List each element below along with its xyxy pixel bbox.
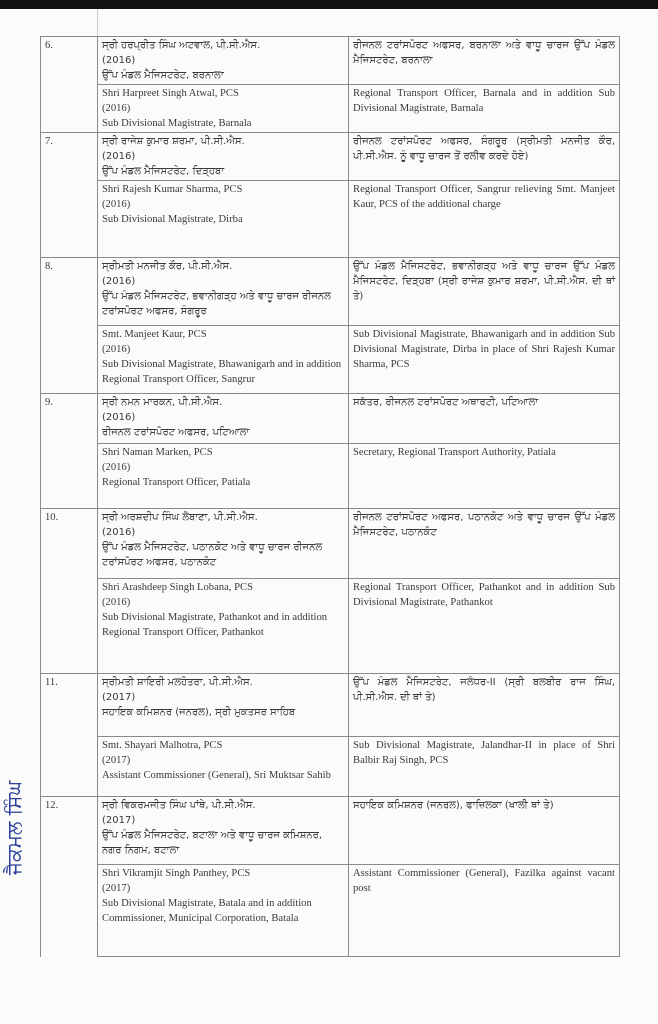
current-post: ਉੱਪ ਮੰਡਲ ਮੈਜਿਸਟਰੇਟ, ਭਵਾਨੀਗੜ੍ਹ ਅਤੇ ਵਾਧੂ ਚਾਰਜ ਰੀਜਨਲ ਟਰਾਂਸਪੋਰਟ ਅਫਸਰ, ਸੰਗਰੂਰ	[102, 291, 331, 317]
current-post: Assistant Commissioner (General), Sri Muktsar Sahib	[102, 770, 331, 781]
current-posting-punjabi	[98, 394, 349, 444]
officer-name: ਸ੍ਰੀਮਤੀ ਮਨਜੀਤ ਕੌਰ, ਪੀ.ਸੀ.ਐਸ.	[102, 261, 233, 272]
current-posting-punjabi	[98, 258, 349, 326]
table-row-punjabi	[41, 394, 620, 444]
officer-name: Shri Harpreet Singh Atwal, PCS	[102, 88, 239, 99]
serial-number: 11.	[41, 674, 98, 737]
batch-year: (2017)	[102, 883, 131, 894]
new-posting-english: Regional Transport Officer, Sangrur relieving Smt. Manjeet Kaur, PCS of the additional charge	[349, 181, 620, 258]
current-posting-english	[98, 444, 349, 509]
new-posting-punjabi: ਰੀਜਨਲ ਟਰਾਂਸਪੋਰਟ ਅਫਸਰ, ਬਰਨਾਲਾ ਅਤੇ ਵਾਧੂ ਚਾਰਜ ਉੱਪ ਮੰਡਲ ਮੈਜਿਸਟਰੇਟ, ਬਰਨਾਲਾ	[349, 37, 620, 85]
officer-name: ਸ੍ਰੀ ਵਿਕਰਮਜੀਤ ਸਿੰਘ ਪਾਂਥੇ, ਪੀ.ਸੀ.ਐਸ.	[102, 800, 256, 811]
new-posting-english: Regional Transport Officer, Pathankot and in addition Sub Divisional Magistrate, Pathankot	[349, 579, 620, 674]
batch-year: (2017)	[102, 755, 131, 766]
batch-year: (2016)	[102, 462, 131, 473]
top-bar	[0, 0, 658, 9]
transfer-table	[40, 36, 620, 957]
table-row-punjabi	[41, 133, 620, 181]
serial-number: 6.	[41, 37, 98, 85]
new-posting-punjabi: ਰੀਜਨਲ ਟਰਾਂਸਪੋਰਟ ਅਫਸਰ, ਪਠਾਨਕੋਟ ਅਤੇ ਵਾਧੂ ਚਾਰਜ ਉੱਪ ਮੰਡਲ ਮੈਜਿਸਟਰੇਟ, ਪਠਾਨਕੋਟ	[349, 509, 620, 579]
officer-name: Smt. Manjeet Kaur, PCS	[102, 329, 207, 340]
handwritten-signature: ਜੈਕਮਲ ਸਿੰਘ	[2, 780, 26, 875]
new-posting-english: Secretary, Regional Transport Authority, Patiala	[349, 444, 620, 509]
batch-year: (2016)	[102, 597, 131, 608]
current-post: Sub Divisional Magistrate, Dirba	[102, 214, 243, 225]
current-post: ਉੱਪ ਮੰਡਲ ਮੈਜਿਸਟਰੇਟ, ਦਿੜ੍ਹਬਾ	[102, 166, 225, 177]
serial-number: 10.	[41, 509, 98, 579]
table-row-punjabi	[41, 509, 620, 579]
current-posting-english	[98, 737, 349, 797]
current-post: Sub Divisional Magistrate, Batala and in addition Commissioner, Municipal Corporation, Batala	[102, 898, 312, 924]
new-posting-english: Regional Transport Officer, Barnala and in addition Sub Divisional Magistrate, Barnala	[349, 85, 620, 133]
serial-cell-continued	[41, 326, 98, 394]
current-post: ਉੱਪ ਮੰਡਲ ਮੈਜਿਸਟਰੇਟ, ਪਠਾਨਕੋਟ ਅਤੇ ਵਾਧੂ ਚਾਰਜ ਰੀਜਨਲ ਟਰਾਂਸਪੋਰਟ ਅਫਸਰ, ਪਠਾਨਕੋਟ	[102, 542, 323, 568]
serial-cell-continued	[41, 737, 98, 797]
current-posting-punjabi	[98, 797, 349, 865]
table-row-english	[41, 85, 620, 133]
batch-year: (2016)	[102, 412, 136, 423]
current-post: ਰੀਜਨਲ ਟਰਾਂਸਪੋਰਟ ਅਫਸਰ, ਪਟਿਆਲਾ	[102, 427, 250, 438]
officer-name: Shri Rajesh Kumar Sharma, PCS	[102, 184, 243, 195]
serial-number: 8.	[41, 258, 98, 326]
table-row-english	[41, 181, 620, 258]
table-row-english	[41, 865, 620, 957]
current-posting-english	[98, 865, 349, 957]
batch-year: (2016)	[102, 55, 136, 66]
batch-year: (2017)	[102, 692, 136, 703]
current-post: Regional Transport Officer, Patiala	[102, 477, 251, 488]
new-posting-english: Assistant Commissioner (General), Fazilka against vacant post	[349, 865, 620, 957]
new-posting-punjabi: ਉੱਪ ਮੰਡਲ ਮੈਜਿਸਟਰੇਟ, ਜਲੰਧਰ-II (ਸ੍ਰੀ ਬਲਬੀਰ ਰਾਜ ਸਿੰਘ, ਪੀ.ਸੀ.ਐਸ. ਦੀ ਥਾਂ ਤੇ)	[349, 674, 620, 737]
table-row-punjabi	[41, 37, 620, 85]
new-posting-punjabi: ਸਹਾਇਕ ਕਮਿਸ਼ਨਰ (ਜਨਰਲ), ਫਾਜ਼ਿਲਕਾ (ਖਾਲੀ ਥਾਂ ਤੇ)	[349, 797, 620, 865]
current-posting-english	[98, 326, 349, 394]
current-post: Sub Divisional Magistrate, Pathankot and in addition Regional Transport Officer, Pathankot	[102, 612, 328, 638]
current-post: ਉੱਪ ਮੰਡਲ ਮੈਜਿਸਟਰੇਟ, ਬਰਨਾਲਾ	[102, 70, 224, 81]
current-post: ਸਹਾਇਕ ਕਮਿਸ਼ਨਰ (ਜਨਰਲ), ਸ੍ਰੀ ਮੁਕਤਸਰ ਸਾਹਿਬ	[102, 707, 296, 718]
officer-name: Shri Vikramjit Singh Panthey, PCS	[102, 868, 251, 879]
column-guide-line	[97, 9, 98, 37]
serial-cell-continued	[41, 181, 98, 258]
current-posting-punjabi	[98, 674, 349, 737]
current-posting-punjabi	[98, 133, 349, 181]
serial-number: 7.	[41, 133, 98, 181]
new-posting-english: Sub Divisional Magistrate, Bhawanigarh and in addition Sub Divisional Magistrate, Dirba in place of Shri Rajesh Kumar Sharma, PCS	[349, 326, 620, 394]
table-row-english	[41, 444, 620, 509]
officer-name: ਸ੍ਰੀਮਤੀ ਸ਼ਾਇਰੀ ਮਲਹੋਤਰਾ, ਪੀ.ਸੀ.ਐਸ.	[102, 677, 253, 688]
current-posting-punjabi	[98, 37, 349, 85]
current-posting-english	[98, 181, 349, 258]
batch-year: (2016)	[102, 103, 131, 114]
current-posting-english	[98, 85, 349, 133]
officer-name: Smt. Shayari Malhotra, PCS	[102, 740, 223, 751]
current-posting-punjabi	[98, 509, 349, 579]
officer-name: Shri Arashdeep Singh Lobana, PCS	[102, 582, 253, 593]
batch-year: (2016)	[102, 276, 136, 287]
serial-number: 9.	[41, 394, 98, 444]
table-row-english	[41, 579, 620, 674]
officer-name: ਸ੍ਰੀ ਨਮਨ ਮਾਰਕਨ, ਪੀ.ਸੀ.ਐਸ.	[102, 397, 223, 408]
current-post: ਉੱਪ ਮੰਡਲ ਮੈਜਿਸਟਰੇਟ, ਬਟਾਲਾ ਅਤੇ ਵਾਧੂ ਚਾਰਜ ਕਮਿਸ਼ਨਰ, ਨਗਰ ਨਿਗਮ, ਬਟਾਲਾ	[102, 830, 323, 856]
table-row-punjabi	[41, 797, 620, 865]
batch-year: (2017)	[102, 815, 136, 826]
officer-name: ਸ੍ਰੀ ਹਰਪ੍ਰੀਤ ਸਿੰਘ ਅਟਵਾਲ, ਪੀ.ਸੀ.ਐਸ.	[102, 40, 261, 51]
batch-year: (2016)	[102, 344, 131, 355]
serial-cell-continued	[41, 865, 98, 957]
new-posting-punjabi: ਸਕੱਤਰ, ਰੀਜਨਲ ਟਰਾਂਸਪੋਰਟ ਅਥਾਰਟੀ, ਪਟਿਆਲਾ	[349, 394, 620, 444]
officer-name: ਸ੍ਰੀ ਰਾਜੇਸ਼ ਕੁਮਾਰ ਸ਼ਰਮਾ, ਪੀ.ਸੀ.ਐਸ.	[102, 136, 245, 147]
officer-name: ਸ੍ਰੀ ਅਰਸ਼ਦੀਪ ਸਿੰਘ ਲੋਬਾਣਾ, ਪੀ.ਸੀ.ਐਸ.	[102, 512, 258, 523]
table-row-english	[41, 326, 620, 394]
new-posting-english: Sub Divisional Magistrate, Jalandhar-II in place of Shri Balbir Raj Singh, PCS	[349, 737, 620, 797]
officer-name: Shri Naman Marken, PCS	[102, 447, 213, 458]
new-posting-punjabi: ਰੀਜਨਲ ਟਰਾਂਸਪੋਰਟ ਅਫਸਰ, ਸੰਗਰੂਰ (ਸ੍ਰੀਮਤੀ ਮਨਜੀਤ ਕੌਰ, ਪੀ.ਸੀ.ਐਸ. ਨੂੰ ਵਾਧੂ ਚਾਰਜ ਤੋਂ ਰਲੀਵ ਕਰਦੇ ਹੋਏ)	[349, 133, 620, 181]
batch-year: (2016)	[102, 151, 136, 162]
batch-year: (2016)	[102, 199, 131, 210]
new-posting-punjabi: ਉੱਪ ਮੰਡਲ ਮੈਜਿਸਟਰੇਟ, ਭਵਾਨੀਗੜ੍ਹ ਅਤੇ ਵਾਧੂ ਚਾਰਜ ਉੱਪ ਮੰਡਲ ਮੈਜਿਸਟਰੇਟ, ਦਿੜ੍ਹਬਾ (ਸ੍ਰੀ ਰਾਜੇਸ਼ ਕੁਮਾਰ ਸ਼ਰਮਾ, ਪੀ.ਸੀ.ਐਸ. ਦੀ ਥਾਂ ਤੇ)	[349, 258, 620, 326]
current-post: Sub Divisional Magistrate, Bhawanigarh and in addition Regional Transport Officer, Sangrur	[102, 359, 342, 385]
serial-cell-continued	[41, 579, 98, 674]
current-post: Sub Divisional Magistrate, Barnala	[102, 118, 252, 129]
table-row-english	[41, 737, 620, 797]
serial-number: 12.	[41, 797, 98, 865]
serial-cell-continued	[41, 85, 98, 133]
table-row-punjabi	[41, 674, 620, 737]
batch-year: (2016)	[102, 527, 136, 538]
table-row-punjabi	[41, 258, 620, 326]
current-posting-english	[98, 579, 349, 674]
serial-cell-continued	[41, 444, 98, 509]
